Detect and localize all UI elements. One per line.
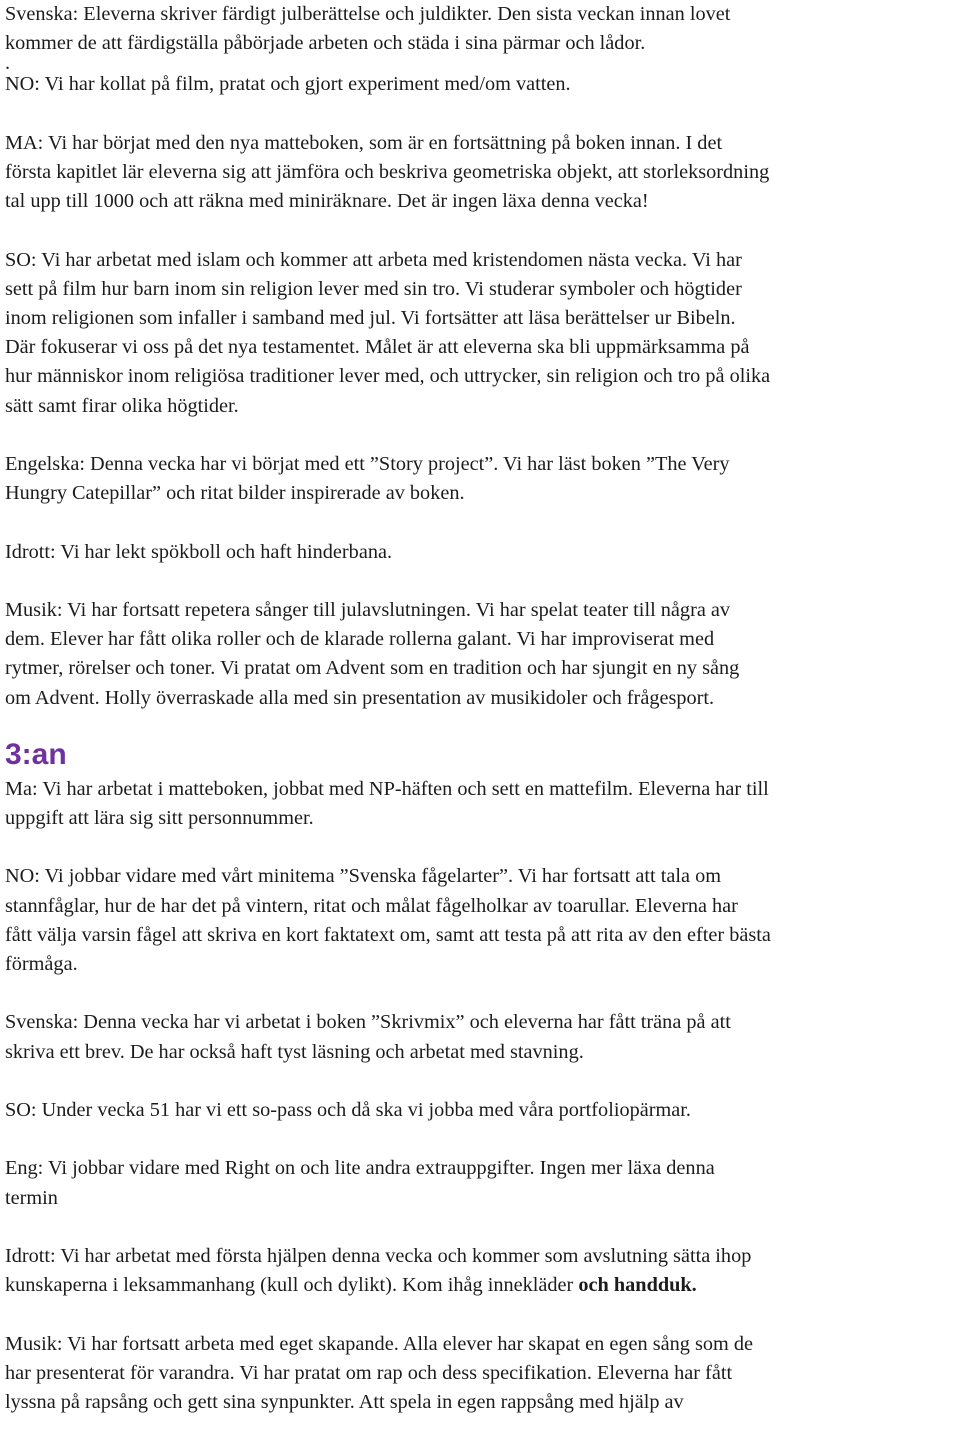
- svenska-paragraph-3an: [5, 1008, 960, 1066]
- ma-paragraph-3an: [5, 775, 960, 833]
- text-line: om Advent. Holly överraskade alla med sin presentation av musikidoler och frågesport.: [5, 686, 715, 709]
- document-page: [5, 0, 960, 1417]
- so-paragraph-3an: [5, 1096, 960, 1125]
- eng-paragraph-3an: [5, 1154, 960, 1212]
- text-line: inom religionen som infaller i samband med jul. Vi fortsätter att läsa berättelser ur Bibeln.: [5, 307, 736, 329]
- paragraph-gap: [5, 1125, 960, 1154]
- text-line: Ma: Vi har arbetat i matteboken, jobbat med NP-häften och sett en mattefilm. Eleverna har till: [5, 777, 769, 800]
- text-line: första kapitlet lär eleverna sig att jämföra och beskriva geometriska objekt, att storleksordning: [5, 161, 770, 183]
- text-line: [5, 1271, 960, 1300]
- text-line: uppgift att lära sig sitt personnummer.: [5, 807, 314, 829]
- idrott-paragraph: [5, 538, 960, 567]
- section-heading-3an: 3:an: [5, 737, 67, 771]
- paragraph-gap: [5, 979, 960, 1008]
- text-line: .: [5, 52, 11, 75]
- paragraph-gap: [5, 100, 960, 129]
- text-line: termin: [5, 1186, 58, 1209]
- so-paragraph: [5, 246, 960, 421]
- idrott-paragraph-3an: [5, 1242, 960, 1300]
- musik-paragraph: [5, 596, 960, 713]
- text-line: tal upp till 1000 och att räkna med miniräknare. Det är ingen läxa denna vecka!: [5, 190, 649, 213]
- text-line: dem. Elever har fått olika roller och de klarade rollerna galant. Vi har improviserat med: [5, 628, 715, 651]
- text-line: Eng: Vi jobbar vidare med Right on och lite andra extrauppgifter. Ingen mer läxa denna: [5, 1157, 715, 1180]
- paragraph-gap: [5, 567, 960, 596]
- text-line: Hungry Catepillar” och ritat bilder inspirerade av boken.: [5, 482, 465, 505]
- text-line: lyssna på rapsång och gett sina synpunkter. Att spela in egen rappsång med hjälp av: [5, 1390, 684, 1413]
- text-line: kommer de att färdigställa påbörjade arbeten och städa i sina pärmar och lådor.: [5, 32, 646, 55]
- text-line: stannfåglar, hur de har det på vintern, ritat och målat fågelholkar av toarullar. Eleverna har: [5, 894, 738, 917]
- paragraph-gap: [5, 421, 960, 450]
- paragraph-gap: [5, 216, 960, 245]
- text-line: har presenterat för varandra. Vi har pratat om rap och dess specifikation. Eleverna har fått: [5, 1361, 733, 1384]
- text-line: NO: Vi har kollat på film, pratat och gjort experiment med/om vatten.: [5, 73, 571, 96]
- svenska-paragraph: [5, 0, 960, 75]
- text-line: Idrott: Vi har lekt spökboll och haft hinderbana.: [5, 540, 393, 563]
- paragraph-gap: [5, 508, 960, 537]
- engelska-paragraph: [5, 450, 960, 508]
- bold-text: och handduk.: [578, 1274, 697, 1297]
- text-line: fått välja varsin fågel att skriva en kort faktatext om, samt att testa på att rita av den efter bästa: [5, 923, 771, 946]
- ma-paragraph: [5, 129, 960, 217]
- text-line: Svenska: Eleverna skriver färdigt julberättelse och juldikter. Den sista veckan innan lovet: [5, 3, 731, 25]
- paragraph-gap: [5, 1213, 960, 1242]
- text-line: Musik: Vi har fortsatt arbeta med eget skapande. Alla elever har skapat en egen sång som de: [5, 1332, 753, 1355]
- text-line: skriva ett brev. De har också haft tyst läsning och arbetat med stavning.: [5, 1040, 584, 1063]
- text-line: Där fokuserar vi oss på det nya testamentet. Målet är att eleverna ska bli uppmärksamma på: [5, 336, 750, 359]
- text-line: rytmer, rörelser och toner. Vi pratat om Advent som en tradition och har sjungit en ny sång: [5, 657, 740, 680]
- text-line: SO: Under vecka 51 har vi ett so-pass och då ska vi jobba med våra portfoliopärmar.: [5, 1098, 691, 1121]
- text-line: SO: Vi har arbetat med islam och kommer att arbeta med kristendomen nästa vecka. Vi har: [5, 248, 742, 271]
- text-line: Musik: Vi har fortsatt repetera sånger till julavslutningen. Vi har spelat teater till några av: [5, 598, 731, 621]
- text-line: NO: Vi jobbar vidare med vårt minitema ”Svenska fågelarter”. Vi har fortsatt att tala om: [5, 865, 721, 888]
- no-paragraph-3an: [5, 862, 960, 979]
- text-line: sett på film hur barn inom sin religion lever med sin tro. Vi studerar symboler och högtider: [5, 277, 742, 300]
- paragraph-gap: [5, 1300, 960, 1329]
- text-line: MA: Vi har börjat med den nya matteboken, som är en fortsättning på boken innan. I det: [5, 131, 723, 154]
- text-line: förmåga.: [5, 953, 78, 975]
- text-line: Engelska: Denna vecka har vi börjat med ett ”Story project”. Vi har läst boken ”The Very: [5, 453, 730, 475]
- paragraph-gap: [5, 1067, 960, 1096]
- text-line: sätt samt firar olika högtider.: [5, 394, 239, 417]
- no-paragraph: [5, 70, 960, 99]
- text-line: Svenska: Denna vecka har vi arbetat i boken ”Skrivmix” och eleverna har fått träna på att: [5, 1011, 731, 1034]
- text-line: Idrott: Vi har arbetat med första hjälpen denna vecka och kommer som avslutning sätta ihop: [5, 1244, 752, 1267]
- text-line: hur människor inom religiösa traditioner lever med, och uttrycker, sin religion och tro på olika: [5, 365, 771, 388]
- paragraph-gap: [5, 833, 960, 862]
- text-segment: kunskaperna i leksammanhang (kull och dylikt). Kom ihåg innekläder: [5, 1274, 579, 1297]
- musik-paragraph-3an: [5, 1330, 960, 1418]
